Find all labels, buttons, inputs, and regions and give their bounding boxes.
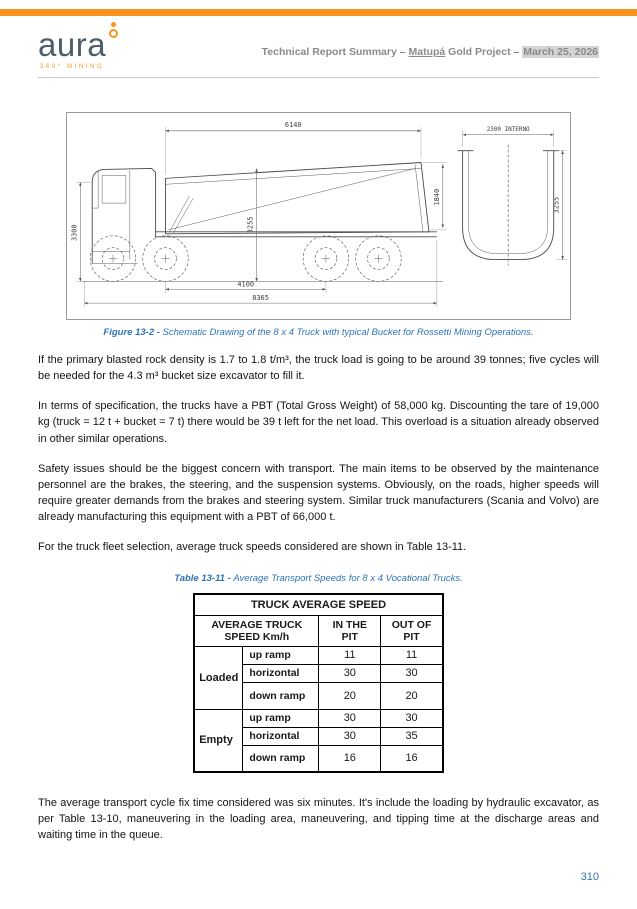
figure-caption-label: Figure 13-2 - (103, 327, 163, 338)
logo-dot-ring-icon (109, 22, 118, 38)
page-number: 310 (580, 871, 599, 883)
dim-overall-length: 8365 (252, 294, 269, 303)
figure-caption (0, 327, 637, 338)
column-header-speed: AVERAGE TRUCK SPEED Km/h (194, 615, 319, 646)
top-accent-bar (0, 9, 637, 16)
row-name: down ramp (243, 682, 319, 709)
body-paragraph-4: For the truck fleet selection, average truck speeds considered are shown in Table 13-11. (38, 541, 467, 554)
body-paragraph-2: In terms of specification, the trucks have a PBT (Total Gross Weight) of 58,000 kg. Discounting the tare of 19,000 kg (truck = 12 t + bucket = 7 t) there would be 39 t left for the net load. This overload is a situation already observed in other similar operations. (38, 400, 599, 445)
header-title-part2: Gold Project – (445, 46, 523, 58)
dim-bed-depth: 1840 (432, 188, 441, 206)
aura-logo (38, 28, 118, 70)
speed-cell: 20 (381, 682, 443, 709)
row-name: up ramp (243, 646, 319, 664)
speed-cell: 16 (381, 745, 443, 772)
row-name: up ramp (243, 709, 319, 727)
truck-side-view (82, 163, 443, 282)
row-name: horizontal (243, 664, 319, 682)
table-row (194, 709, 443, 727)
dim-axle-spacing: 4100 (237, 280, 255, 289)
column-header-in-pit: IN THE PIT (319, 615, 381, 646)
page-header (0, 16, 637, 70)
rear-wheel-2 (356, 236, 402, 282)
rear-wheel-1 (303, 236, 349, 282)
dim-overall-top: 6140 (284, 120, 302, 129)
speed-cell: 11 (319, 646, 381, 664)
header-title-date: March 25, 2026 (523, 46, 598, 58)
table-row (194, 646, 443, 664)
speed-cell: 30 (381, 664, 443, 682)
report-header-title (262, 46, 599, 58)
body-paragraph-1: If the primary blasted rock density is 1.7 to 1.8 t/m³, the truck load is going to be around 39 tonnes; five cycles will be needed for the 4.3 m³ bucket size excavator to fill it. (38, 354, 599, 383)
logo-tagline: 360° MINING (40, 64, 105, 70)
table-title: TRUCK AVERAGE SPEED (194, 594, 443, 616)
speed-cell: 30 (319, 727, 381, 745)
speed-cell: 20 (319, 682, 381, 709)
speed-cell: 30 (381, 709, 443, 727)
header-title-project: Matupá (408, 46, 446, 58)
group-label-empty: Empty (194, 709, 243, 772)
bucket-cross-section (458, 126, 567, 266)
body-content (0, 352, 637, 844)
logo-ring (109, 29, 118, 38)
header-title-part1: Technical Report Summary – (261, 46, 409, 58)
dimension-lines (70, 121, 446, 307)
table-header-row (194, 615, 443, 646)
dim-bucket-width: 2300 INTERNO (486, 125, 530, 133)
table-caption-text: Average Transport Speeds for 8 x 4 Vocational Trucks. (233, 572, 463, 584)
speed-cell: 30 (319, 709, 381, 727)
speed-cell: 35 (381, 727, 443, 745)
group-label-loaded: Loaded (194, 646, 243, 709)
logo-wordmark: aura (38, 26, 107, 63)
row-name: down ramp (243, 745, 319, 772)
logo-dot (111, 22, 116, 27)
row-name: horizontal (243, 727, 319, 745)
figure-caption-text: Schematic Drawing of the 8 x 4 Truck with typical Bucket for Rossetti Mining Operations. (162, 327, 534, 338)
table-caption (38, 573, 599, 584)
truck-schematic-svg (67, 113, 570, 319)
dim-body-height: 3255 (246, 216, 255, 234)
dim-cab-height: 3300 (70, 224, 79, 242)
truck-average-speed-table (193, 593, 444, 774)
speed-cell: 30 (319, 664, 381, 682)
speed-cell: 11 (381, 646, 443, 664)
body-paragraph-5: The average transport cycle fix time considered was six minutes. It's include the loading by hydraulic excavator, as per Table 13-10, maneuvering in the loading area, maneuvering, and tipping time at the discharge areas and waiting time in the queue. (38, 797, 599, 842)
front-wheel-1 (90, 236, 136, 282)
column-header-out-pit: OUT OF PIT (381, 615, 443, 646)
body-paragraph-3: Safety issues should be the biggest concern with transport. The main items to be observed by the maintenance personnel are the brakes, the steering, and the suspension systems. Obviously, on the roads, higher speeds will require greater demands from the brakes and steering system. Similar truck manufacturers (Scania and Volvo) are already manufacturing this equipment with a PBT of 66,000 t. (38, 462, 599, 524)
table-caption-label: Table 13-11 - (174, 572, 234, 584)
header-divider (38, 77, 599, 78)
table-title-row (194, 594, 443, 616)
front-wheel-2 (143, 236, 189, 282)
dim-bucket-height: 3255 (552, 196, 561, 214)
speed-cell: 16 (319, 745, 381, 772)
figure-13-2 (0, 112, 637, 338)
truck-schematic-box (66, 112, 571, 320)
